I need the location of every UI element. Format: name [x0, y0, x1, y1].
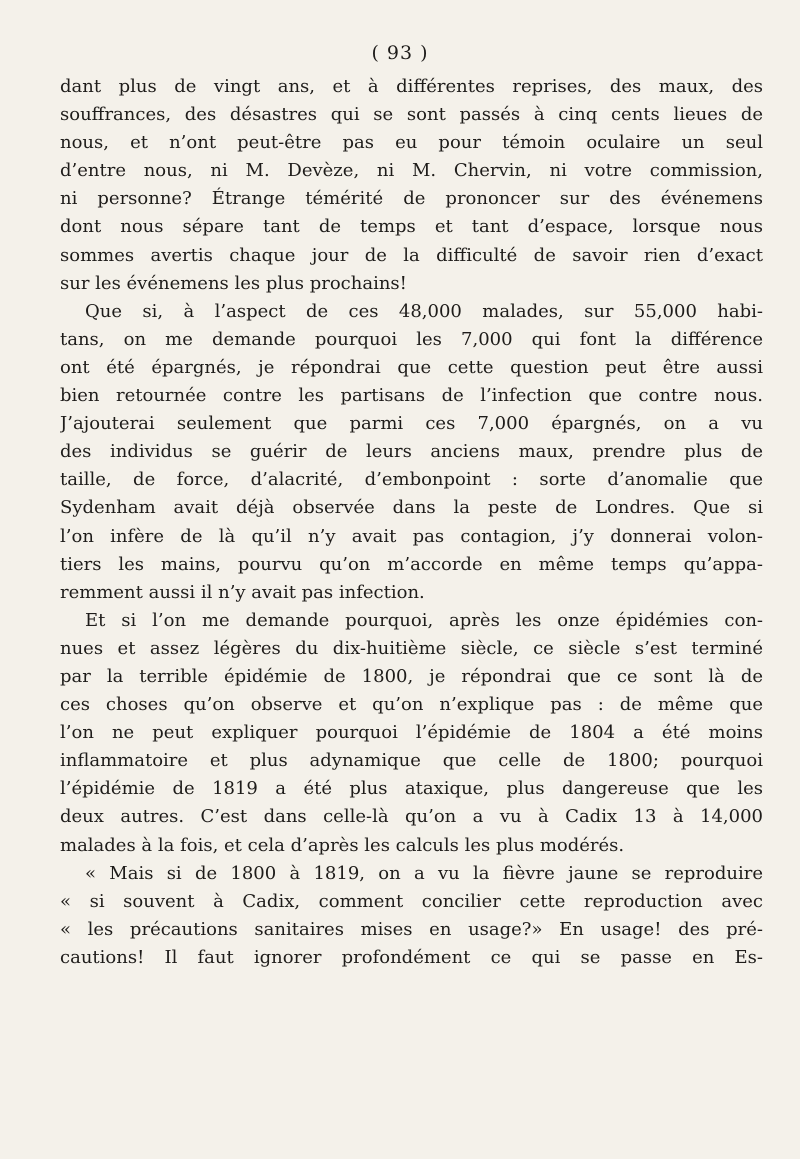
text-line: ont été épargnés, je répondrai que cette question peut être aussi: [60, 356, 763, 378]
text-line: Que si, à l’aspect de ces 48,000 malades, sur 55,000 habi-: [85, 300, 763, 322]
text-line: Et si l’on me demande pourquoi, après les onze épidémies con-: [85, 609, 763, 631]
paragraph: [60, 73, 763, 298]
text-line: deux autres. C’est dans celle-là qu’on a vu à Cadix 13 à 14,000: [60, 806, 763, 828]
text-line: dont nous sépare tant de temps et tant d’espace, lorsque nous: [60, 216, 763, 238]
text-line: ces choses qu’on observe et qu’on n’explique pas : de même que: [60, 694, 763, 716]
text-line: l’on ne peut expliquer pourquoi l’épidémie de 1804 a été moins: [60, 722, 763, 744]
text-line: par la terrible épidémie de 1800, je répondrai que ce sont là de: [60, 665, 763, 687]
text-line: « les précautions sanitaires mises en usage?» En usage! des pré-: [60, 918, 763, 940]
text-line: des individus se guérir de leurs anciens maux, prendre plus de: [60, 441, 763, 463]
text-line: sommes avertis chaque jour de la difficulté de savoir rien d’exact: [60, 244, 763, 266]
paragraph: [60, 860, 763, 972]
text-line: souffrances, des désastres qui se sont passés à cinq cents lieues de: [60, 104, 763, 126]
text-line: tiers les mains, pourvu qu’on m’accorde en même temps qu’appa-: [60, 553, 763, 575]
text-line: « Mais si de 1800 à 1819, on a vu la fièvre jaune se reproduire: [85, 862, 763, 884]
text-line: l’on infère de là qu’il n’y avait pas contagion, j’y donnerai volon-: [60, 525, 763, 547]
text-line: nous, et n’ont peut-être pas eu pour témoin oculaire un seul: [60, 132, 763, 154]
page-number: ( 93 ): [371, 42, 429, 64]
text-line: malades à la fois, et cela d’après les calculs les plus modérés.: [60, 834, 625, 856]
page-body: [60, 73, 763, 972]
paragraph: [60, 298, 763, 607]
text-line: l’épidémie de 1819 a été plus ataxique, plus dangereuse que les: [60, 778, 763, 800]
text-line: J’ajouterai seulement que parmi ces 7,000 épargnés, on a vu: [60, 413, 763, 435]
text-line: « si souvent à Cadix, comment concilier cette reproduction avec: [60, 890, 763, 912]
text-line: nues et assez légères du dix-huitième siècle, ce siècle s’est terminé: [60, 637, 763, 659]
text-line: dant plus de vingt ans, et à différentes reprises, des maux, des: [60, 76, 763, 97]
text-line: remment aussi il n’y avait pas infection.: [60, 581, 425, 603]
text-line: inflammatoire et plus adynamique que celle de 1800; pourquoi: [60, 750, 763, 772]
text-line: sur les événemens les plus prochains!: [60, 272, 407, 294]
paragraph: [60, 607, 763, 860]
text-line: bien retournée contre les partisans de l’infection que contre nous.: [60, 385, 763, 407]
text-line: Sydenham avait déjà observée dans la peste de Londres. Que si: [60, 497, 763, 519]
text-line: taille, de force, d’alacrité, d’embonpoint : sorte d’anomalie que: [60, 469, 763, 491]
text-line: tans, on me demande pourquoi les 7,000 qui font la différence: [60, 328, 763, 350]
text-line: cautions! Il faut ignorer profondément ce qui se passe en Es-: [60, 946, 763, 968]
text-line: d’entre nous, ni M. Devèze, ni M. Chervin, ni votre commission,: [60, 160, 763, 182]
text-line: ni personne? Étrange témérité de prononcer sur des événemens: [60, 188, 763, 210]
